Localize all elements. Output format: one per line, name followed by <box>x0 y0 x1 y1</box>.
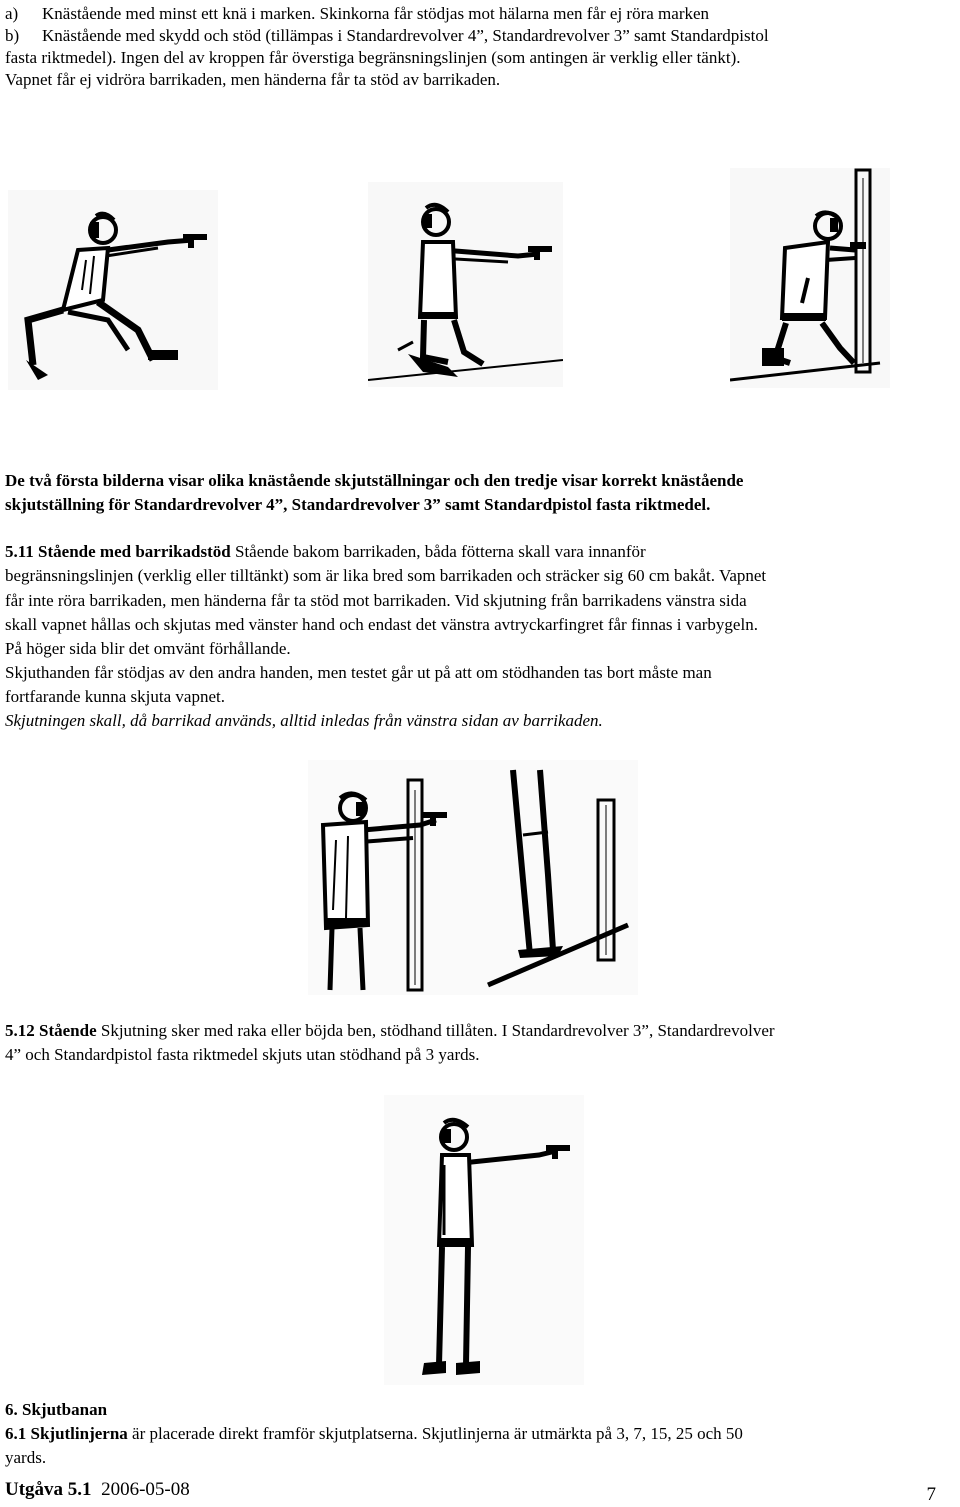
section-511-line6: Skjuthanden får stödjas av den andra handen, men testet går ut på att om stödhanden tas bort måste man <box>5 663 712 682</box>
kneeling-shooter-figure <box>8 190 218 390</box>
footer-edition-info <box>5 1478 190 1502</box>
section-61-line1 <box>5 1423 743 1445</box>
list-item-b-text-line1: Knästående med skydd och stöd (tillämpas i Standardrevolver 4”, Standardrevolver 3” samt Standardpistol <box>42 26 769 45</box>
footer-date: 2006-05-08 <box>101 1479 190 1500</box>
list-item-b-text-line3: Vapnet får ej vidröra barrikaden, men händerna får ta stöd av barrikaden. <box>5 70 501 89</box>
section-512-line1-text: Skjutning sker med raka eller böjda ben, stödhand tillåten. I Standardrevolver 3”, Standardrevolver <box>96 1021 775 1040</box>
figure-caption-line1: De två första bilderna visar olika knästående skjutställningar och den tredje visar korrekt knästående <box>5 471 744 490</box>
list-marker-b: b) <box>5 26 20 45</box>
section-511-line1 <box>5 541 646 563</box>
list-item-a-text: Knästående med minst ett knä i marken. Skinkorna får stödjas mot hälarna men får ej röra marken <box>42 4 710 23</box>
figure-caption-line2: skjutställning för Standardrevolver 4”, Standardrevolver 3” samt Standardpistol fasta riktmedel. <box>5 495 711 514</box>
section-61-line1-text: är placerade direkt framför skjutplatserna. Skjutlinjerna är utmärkta på 3, 7, 15, 25 och 50 <box>127 1424 743 1443</box>
footer-edition: Utgåva 5.1 <box>5 1479 92 1500</box>
list-item-a <box>5 3 709 25</box>
section-511-italic-note: Skjutningen skall, då barrikad används, alltid inledas från vänstra sidan av barrikaden. <box>5 711 603 730</box>
section-6-heading: 6. Skjutbanan <box>5 1400 108 1419</box>
section-511-line8 <box>5 710 603 732</box>
section-511-line3: får inte röra barrikaden, men händerna får ta stöd mot barrikaden. Vid skjutning från barrikadens vänstra sida <box>5 591 747 610</box>
section-61-line2: yards. <box>5 1448 47 1467</box>
kneeling-barricade-shooter-figure <box>730 168 890 388</box>
page-number: 7 <box>926 1484 936 1505</box>
section-511-line7: fortfarande kunna skjuta vapnet. <box>5 687 225 706</box>
section-512-line1 <box>5 1020 775 1042</box>
list-item-b <box>5 25 769 47</box>
standing-barricade-shooter-figure <box>308 760 638 995</box>
section-511-line1-text: Stående bakom barrikaden, båda fötterna skall vara innanför <box>230 542 646 561</box>
section-512-heading: 5.12 Stående <box>5 1021 97 1040</box>
standing-shooter-figure <box>384 1095 584 1385</box>
section-512-line2: 4” och Standardpistol fasta riktmedel skjuts utan stödhand på 3 yards. <box>5 1045 480 1064</box>
section-511-line2: begränsningslinjen (verklig eller tilltänkt) som är lika bred som barrikaden och sträcker sig 60 cm bakåt. Vapnet <box>5 566 767 585</box>
section-61-heading: 6.1 Skjutlinjerna <box>5 1424 128 1443</box>
section-511-line5: På höger sida blir det omvänt förhållande. <box>5 639 291 658</box>
list-marker-a: a) <box>5 4 19 23</box>
section-511-line4: skall vapnet hållas och skjutas med vänster hand och endast det vänstra avtryckarfingret får finnas i varbygeln. <box>5 615 758 634</box>
kneeling-upright-shooter-figure <box>368 182 563 387</box>
section-511-heading: 5.11 Stående med barrikadstöd <box>5 542 231 561</box>
list-item-b-text-line2: fasta riktmedel). Ingen del av kroppen får överstiga begränsningslinjen (som antingen är verklig eller tänkt). <box>5 48 741 67</box>
